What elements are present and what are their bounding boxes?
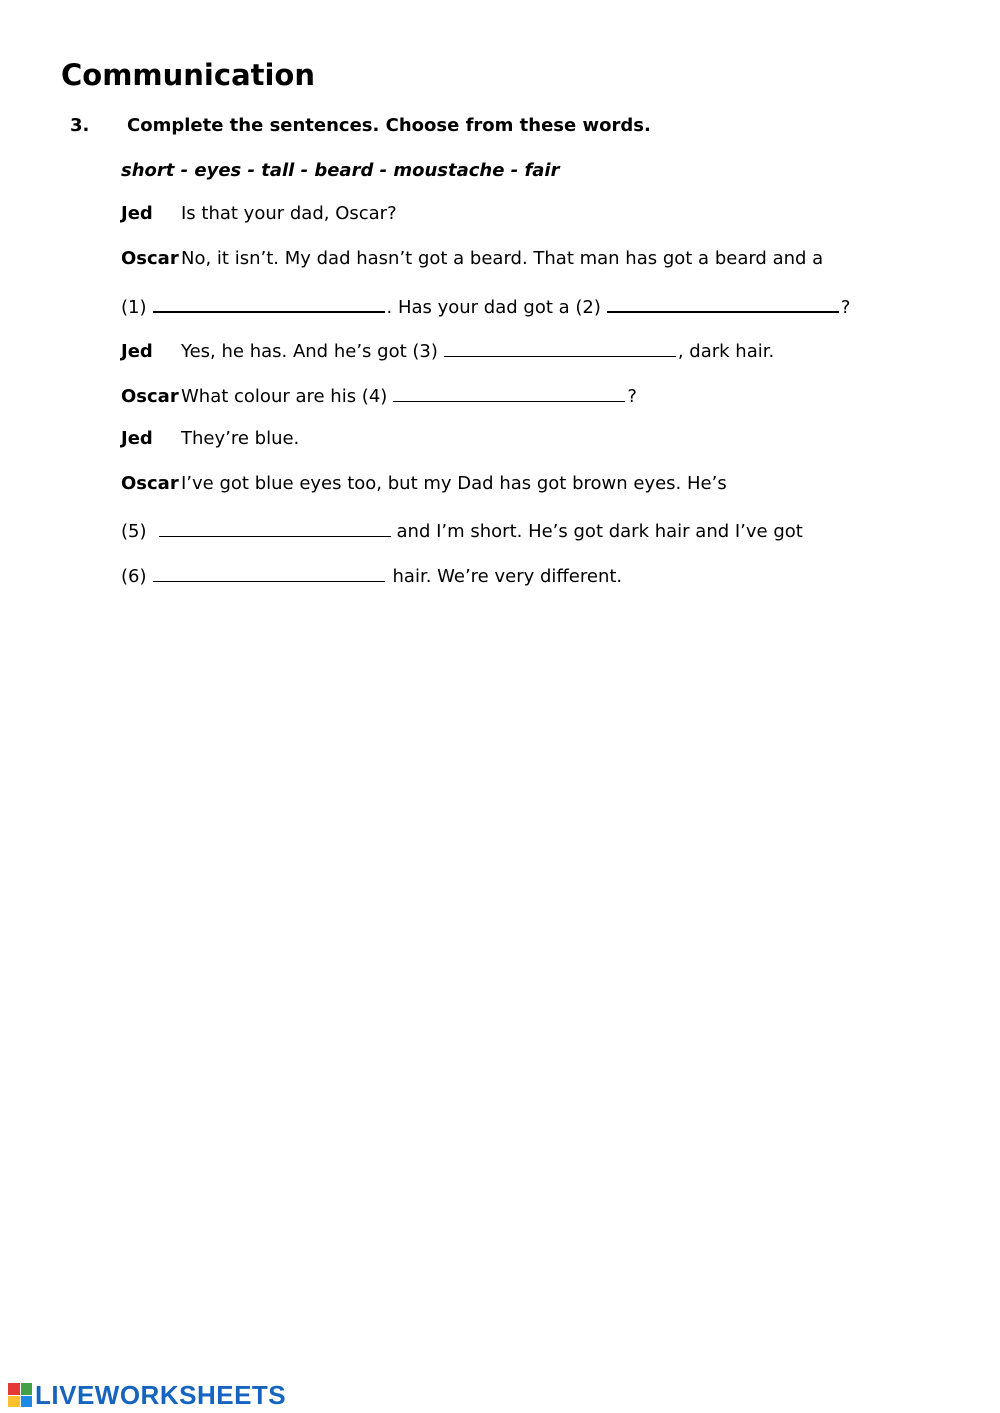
line-text: They’re blue. bbox=[181, 428, 300, 449]
answer-blank-4[interactable] bbox=[393, 381, 625, 402]
line-text: . Has your dad got a (2) bbox=[386, 297, 601, 318]
answer-blank-1[interactable] bbox=[153, 291, 385, 313]
line-text: ? bbox=[840, 297, 851, 318]
line-text: What colour are his (4) bbox=[181, 386, 388, 407]
dialogue-line-8 bbox=[121, 516, 803, 542]
dialogue-line-7 bbox=[121, 471, 727, 497]
dialogue-line-6 bbox=[121, 426, 299, 452]
speaker-name: Oscar bbox=[121, 386, 179, 407]
dialogue-line-5 bbox=[121, 381, 637, 407]
answer-blank-6[interactable] bbox=[153, 561, 385, 582]
speaker-name: Oscar bbox=[121, 248, 179, 269]
answer-blank-5[interactable] bbox=[159, 516, 391, 537]
line-text: Yes, he has. And he’s got (3) bbox=[181, 341, 438, 362]
line-text: hair. We’re very different. bbox=[392, 566, 623, 587]
dialogue-line-1 bbox=[121, 201, 397, 227]
dialogue-line-2 bbox=[121, 246, 823, 272]
logo-square bbox=[8, 1383, 20, 1395]
blank-number-1: (1) bbox=[121, 297, 147, 318]
page-title: Communication bbox=[61, 58, 316, 92]
speaker-name: Jed bbox=[121, 428, 153, 449]
line-text: No, it isn’t. My dad hasn’t got a beard. That man has got a beard and a bbox=[181, 248, 824, 269]
line-text: I’ve got blue eyes too, but my Dad has got brown eyes. He’s bbox=[181, 473, 727, 494]
line-text: Is that your dad, Oscar? bbox=[181, 203, 397, 224]
blank-number-5: (5) bbox=[121, 521, 147, 542]
speaker-name: Jed bbox=[121, 341, 153, 362]
speaker-name: Oscar bbox=[121, 473, 179, 494]
logo-text: LIVEWORKSHEETS bbox=[35, 1379, 287, 1410]
word-bank: short - eyes - tall - beard - moustache - fair bbox=[121, 160, 560, 181]
logo-square bbox=[8, 1396, 20, 1408]
dialogue-line-3 bbox=[121, 291, 850, 317]
dialogue-line-9 bbox=[121, 561, 622, 587]
logo-square bbox=[21, 1396, 33, 1408]
logo-icon bbox=[8, 1383, 32, 1407]
dialogue-line-4 bbox=[121, 336, 774, 362]
logo-square bbox=[21, 1383, 33, 1395]
speaker-name: Jed bbox=[121, 203, 153, 224]
answer-blank-2[interactable] bbox=[607, 291, 839, 313]
exercise-number: 3. bbox=[70, 115, 90, 136]
exercise-instruction: Complete the sentences. Choose from these words. bbox=[127, 115, 651, 136]
line-text: ? bbox=[627, 386, 637, 407]
blank-number-6: (6) bbox=[121, 566, 147, 587]
line-text: and I’m short. He’s got dark hair and I’ve got bbox=[396, 521, 803, 542]
line-text: , dark hair. bbox=[677, 341, 775, 362]
liveworksheets-logo bbox=[8, 1380, 286, 1410]
answer-blank-3[interactable] bbox=[444, 336, 676, 357]
